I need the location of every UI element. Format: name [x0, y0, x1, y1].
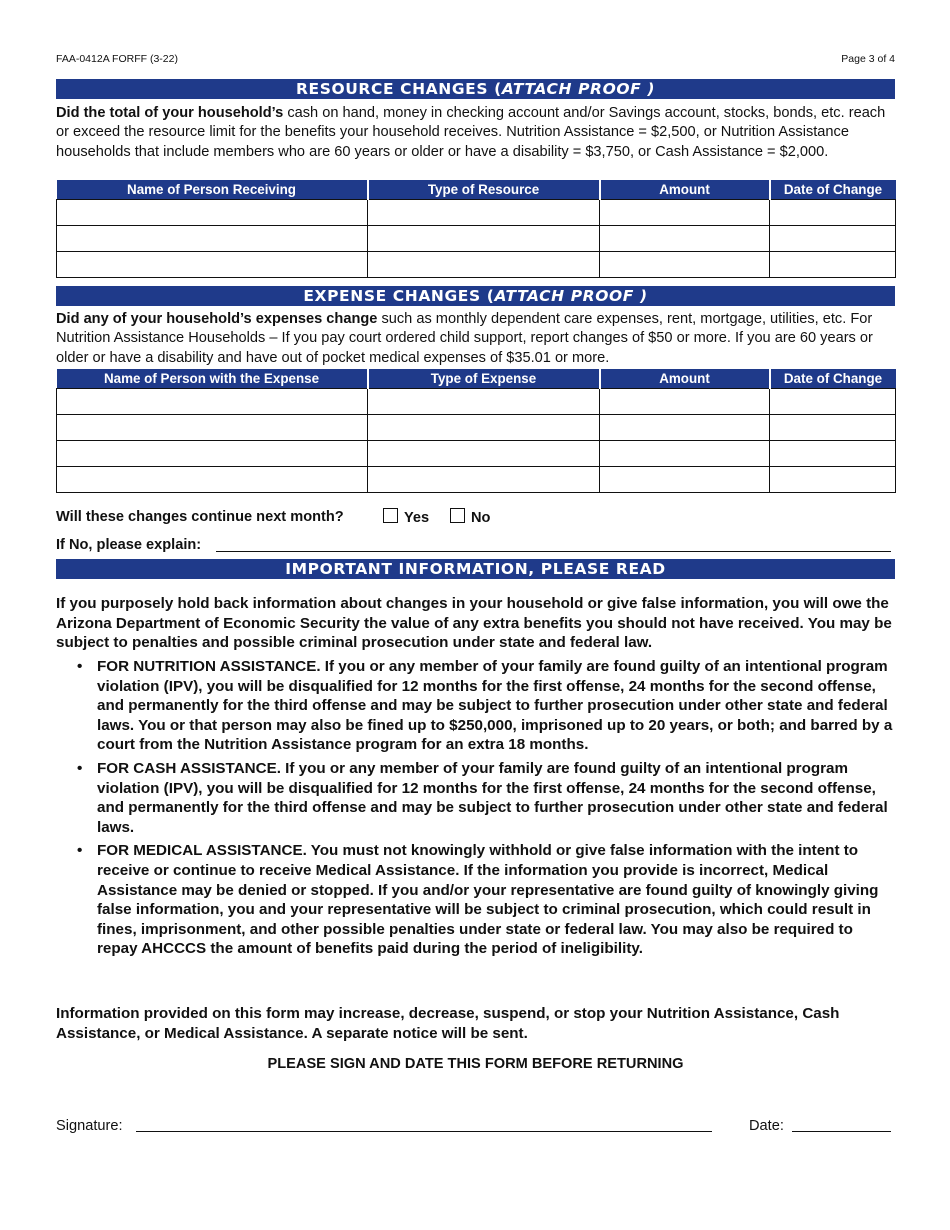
expense-heading-text: EXPENSE CHANGES ( [303, 287, 495, 305]
list-item [56, 759, 895, 837]
page-number: Page 3 of 4 [841, 53, 895, 65]
sign-instruction: PLEASE SIGN AND DATE THIS FORM BEFORE RETURNING [267, 1056, 684, 1072]
resource-cell[interactable] [600, 252, 770, 278]
table-row [57, 252, 896, 278]
signature-field[interactable] [136, 1131, 712, 1132]
expense-cell[interactable] [600, 415, 770, 441]
bullet-cash: FOR CASH ASSISTANCE. If you or any member of your family are found guilty of an intentional program violation (IPV), you will be disqualified for 12 months for the first offense, 24 months for the second offense, and permanently for the third offense and may be subject to further prosecution under other state and federal laws. [97, 759, 888, 836]
explain-field[interactable] [216, 551, 891, 552]
col-name-person-expense: Name of Person with the Expense [57, 369, 368, 389]
resource-cell[interactable] [600, 200, 770, 226]
table-row [57, 200, 896, 226]
expense-cell[interactable] [57, 441, 368, 467]
resource-cell[interactable] [770, 226, 896, 252]
signature-label: Signature: [56, 1118, 123, 1134]
col-type-resource: Type of Resource [368, 180, 600, 200]
resource-cell[interactable] [770, 200, 896, 226]
resource-heading-text: RESOURCE CHANGES ( [295, 80, 502, 98]
expense-cell[interactable] [770, 467, 896, 493]
important-heading: IMPORTANT INFORMATION, PLEASE READ [56, 559, 895, 579]
col-type-expense: Type of Expense [368, 369, 600, 389]
expense-cell[interactable] [770, 415, 896, 441]
expense-heading-italic: ATTACH PROOF ) [494, 287, 648, 305]
expense-intro [56, 310, 895, 368]
important-intro: If you purposely hold back information about changes in your household or give false information, you will owe the Arizona Department of Economic Security the value of any extra benefits you should not have received. You may be subject to penalties and possible criminal prosecution under state and federal law. [56, 595, 892, 652]
continue-question: Will these changes continue next month? [56, 509, 344, 525]
resource-intro-text: cash on hand, money in checking account and/or Savings account, stocks, bonds, etc. reach or exceed the resource limit for the benefits your household receives. Nutrition Assistance = $2,500, or Nutrition Assistance households that include members who are 60 years or older or have a disability = $3,750, or Cash Assistance = $2,000. [56, 105, 886, 160]
expense-intro-bold: Did any of your household’s expenses change [56, 311, 378, 327]
bullet-icon: • [77, 759, 83, 777]
resource-intro [56, 104, 895, 162]
bullet-nutrition: FOR NUTRITION ASSISTANCE. If you or any member of your family are found guilty of an intentional program violation (IPV), you will be disqualified for 12 months for the first offense, 24 months for the second offense, and permanently for the third offense and may be subject to further prosecution under other state and federal laws. You or that person may also be fined up to $250,000, imprisoned up to 20 years, or both; and barred by a court from the Nutrition Assistance program for an extra 18 months. [97, 658, 893, 754]
resource-changes-heading [56, 79, 895, 99]
col-amount: Amount [600, 180, 770, 200]
expense-cell[interactable] [57, 415, 368, 441]
expense-cell[interactable] [57, 389, 368, 415]
resource-cell[interactable] [600, 226, 770, 252]
table-row [57, 441, 896, 467]
expense-changes-heading [56, 286, 895, 306]
table-row [57, 415, 896, 441]
col-date-change: Date of Change [770, 180, 896, 200]
no-label: No [471, 510, 491, 526]
date-label: Date: [749, 1118, 784, 1134]
expense-cell[interactable] [368, 415, 600, 441]
list-item [56, 657, 895, 755]
resource-cell[interactable] [368, 200, 600, 226]
resource-cell[interactable] [57, 252, 368, 278]
expense-table [56, 369, 896, 493]
form-id: FAA-0412A FORFF (3-22) [56, 53, 178, 65]
explain-label: If No, please explain: [56, 537, 202, 553]
expense-cell[interactable] [57, 467, 368, 493]
expense-cell[interactable] [368, 389, 600, 415]
penalty-list [56, 657, 895, 963]
resource-cell[interactable] [368, 226, 600, 252]
expense-cell[interactable] [770, 441, 896, 467]
date-field[interactable] [792, 1131, 891, 1132]
table-row [57, 226, 896, 252]
col-name-person-receiving: Name of Person Receiving [57, 180, 368, 200]
expense-cell[interactable] [600, 389, 770, 415]
no-option[interactable] [450, 508, 490, 526]
no-checkbox[interactable] [450, 508, 465, 523]
bullet-icon: • [77, 658, 83, 675]
closing-info: Information provided on this form may increase, decrease, suspend, or stop your Nutrition Assistance, Cash Assistance, or Medical Assistance. A separate notice will be sent. [56, 1005, 840, 1042]
resource-intro-bold: Did the total of your household’s [56, 105, 284, 121]
table-row [57, 389, 896, 415]
expense-intro-text: such as monthly dependent care expenses, rent, mortgage, utilities, etc. For Nutrition Assistance Households – If you pay court ordered child support, report changes of $50 or more. If you are 60 years or older or have a disability and have out of pocket medical expenses of $35.01 or more. [56, 311, 873, 366]
expense-cell[interactable] [368, 467, 600, 493]
resource-table [56, 180, 896, 278]
col-amount: Amount [600, 369, 770, 389]
bullet-icon: • [77, 842, 83, 860]
bullet-medical: FOR MEDICAL ASSISTANCE. You must not knowingly withhold or give false information with the intent to receive or continue to receive Medical Assistance. If the information you provide is incorrect, Medical Assistance may be denied or stopped. If you and/or your representative are found guilty of knowingly giving false information, you and your representative will be subject to criminal prosecution, which could result in fines, imprisonment, and other possible penalties under state or federal law. You may also be required to repay AHCCCS the amount of benefits paid during the period of ineligibility. [97, 842, 879, 958]
resource-heading-italic: ATTACH PROOF ) [501, 80, 656, 98]
expense-cell[interactable] [600, 441, 770, 467]
resource-cell[interactable] [770, 252, 896, 278]
resource-table-header [57, 180, 896, 200]
expense-table-header [57, 369, 896, 389]
yes-checkbox[interactable] [383, 508, 398, 523]
col-date-change: Date of Change [770, 369, 896, 389]
page-header [56, 53, 895, 67]
yes-option[interactable] [383, 508, 429, 526]
expense-cell[interactable] [770, 389, 896, 415]
resource-cell[interactable] [368, 252, 600, 278]
expense-cell[interactable] [368, 441, 600, 467]
expense-cell[interactable] [600, 467, 770, 493]
resource-cell[interactable] [57, 226, 368, 252]
resource-cell[interactable] [57, 200, 368, 226]
table-row [57, 467, 896, 493]
list-item [56, 841, 895, 959]
yes-label: Yes [404, 510, 430, 526]
